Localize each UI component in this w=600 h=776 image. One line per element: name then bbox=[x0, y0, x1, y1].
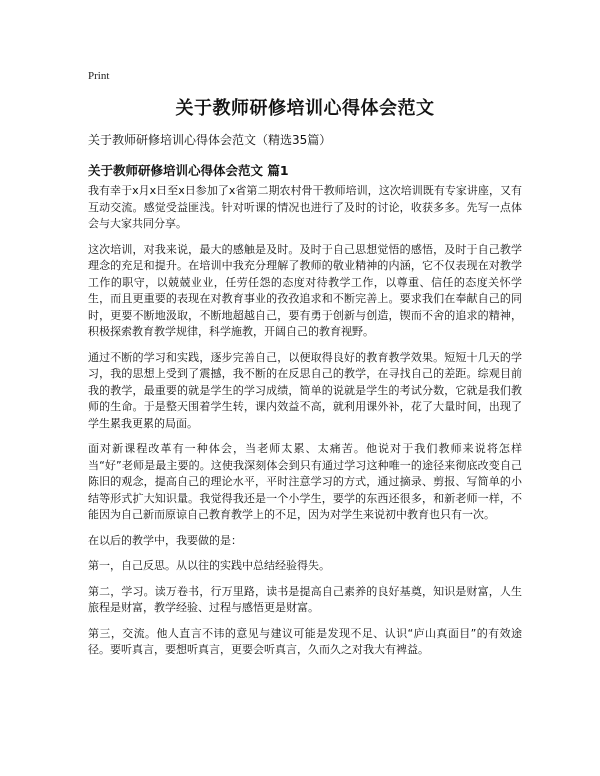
paragraph: 在以后的教学中，我要做的是： bbox=[88, 533, 242, 547]
document-title: 关于教师研修培训心得体会范文 bbox=[175, 98, 435, 119]
section-heading: 关于教师研修培训心得体会范文 篇1 bbox=[88, 163, 289, 178]
paragraph: 我有幸于x月x日至x日参加了x省第二期农村骨干教师培训，这次培训既有专家讲座，又有互动交流。感觉受益匪浅。针对听课的情况也进行了及时的讨论，收获多多。先写一点体会与大家共同分享。 bbox=[88, 184, 522, 230]
paragraph: 第一，自己反思。从以往的实践中总结经验得失。 bbox=[88, 559, 330, 572]
paragraph: 第二，学习。读万卷书，行万里路，读书是提高自己素养的良好基奠，知识是财富，人生旅程是财富，教学经验、过程与感悟更是财富。 bbox=[88, 584, 522, 614]
paragraph: 这次培训，对我来说，最大的感触是及时。及时于自己思想觉悟的感悟，及时于自己教学理念的充足和提升。在培训中我充分理解了教师的敬业精神的内涵，它不仅表现在对教学工作的职守，以兢兢业业，任劳任怨的态度对待教学工作，以尊重、信任的态度关怀学生，而且更重要的表现在对教育事业的孜孜追求和不断完善上。要求我们在奉献自己的同时，更要不断地汲取，不断地超越自己，要有勇于创新与创造，锲而不舍的追求的精神，积极探索教育教学规律，科学施教，开阔自己的教育视野。 bbox=[88, 242, 522, 338]
paragraph: 面对新课程改革有一种体会，当老师太累、太痛苦。他说对于我们教师来说将怎样当“好”老师是最主要的。这使我深刻体会到只有通过学习这种唯一的途径来彻底改变自己陈旧的观念，提高自己的理论水平，平时注意学习的方式，通过摘录、剪报、写简单的小结等形式扩大知识量。我觉得我还是一个小学生，要学的东西还很多，和新老师一样，不能因为自己新而原谅自己教育教学上的不足，因为对学生来说初中教育也只有一次。 bbox=[88, 442, 522, 521]
paragraph: 通过不断的学习和实践，逐步完善自己，以便取得良好的教育教学效果。短短十几天的学习，我的思想上受到了震撼，我不断的在反思自己的教学，在寻找自己的差距。综观目前我的教学，最重要的就是学生的学习成绩，简单的说就是学生的考试分数，它就是我们教师的生命。于是整天围着学生转，课内效益不高，就利用课外补，花了大量时间，出现了学生累我更累的局面。 bbox=[88, 350, 522, 430]
body-text bbox=[88, 183, 522, 668]
paragraph: 第三，交流。他人直言不讳的意见与建议可能是发现不足、认识“庐山真面目”的有效途径。要听真言，要想听真言，更要会听真言，久而久之对我大有裨益。 bbox=[88, 626, 522, 656]
document-subtitle: 关于教师研修培训心得体会范文（精选35篇） bbox=[88, 133, 332, 147]
print-label: Print bbox=[88, 70, 110, 82]
